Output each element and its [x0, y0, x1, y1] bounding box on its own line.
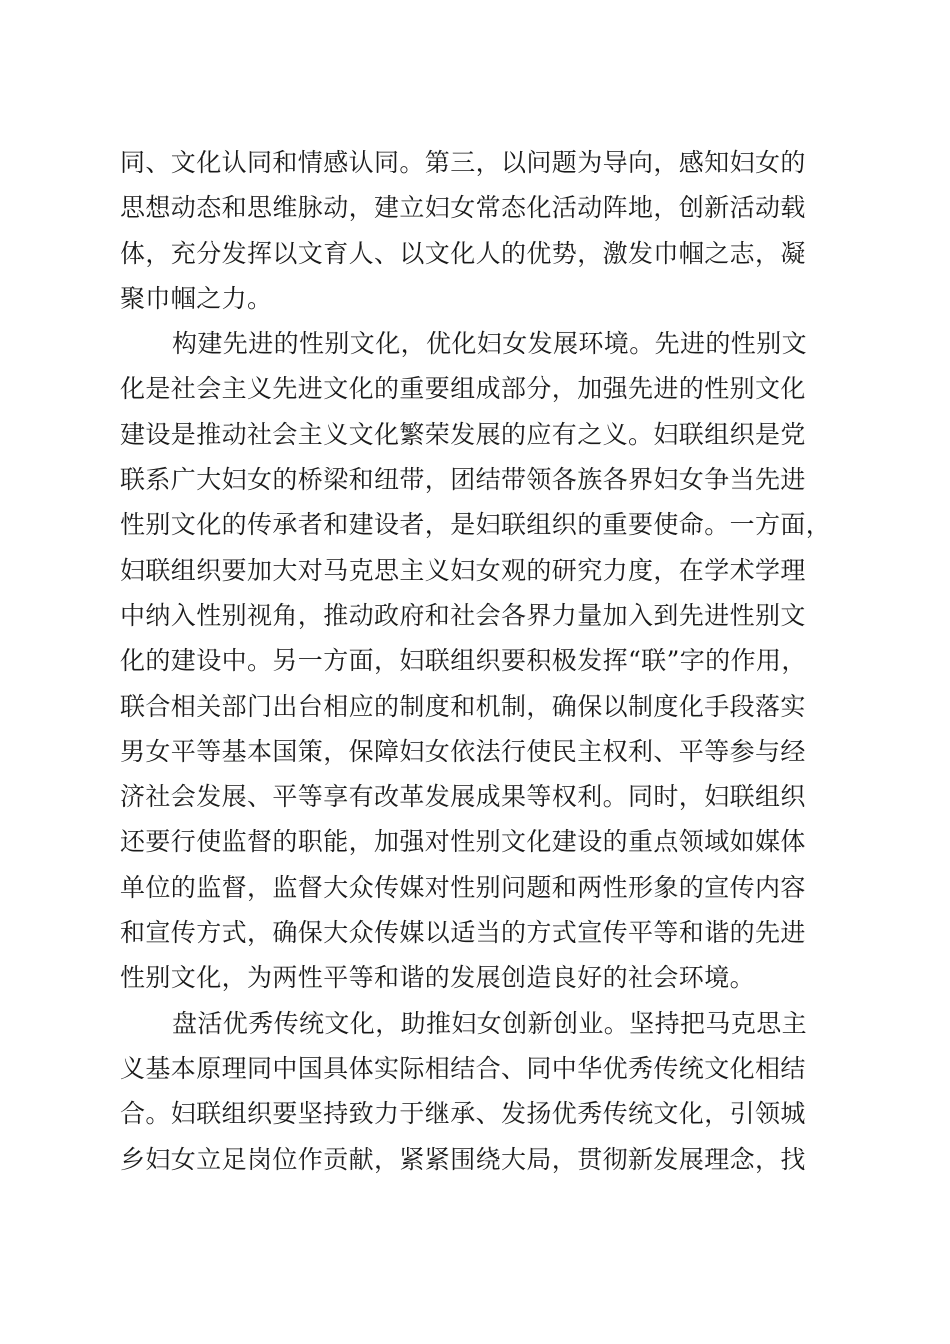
text-line: 聚巾帼之力。 [120, 283, 273, 313]
text-line: 妇联组织要加大对马克思主义妇女观的研究力度，在学术学理 [120, 555, 806, 585]
paragraph [120, 140, 830, 321]
text-line: 盘活优秀传统文化，助推妇女创新创业。坚持把马克思主 [172, 1008, 808, 1038]
text-line: 义基本原理同中国具体实际相结合、同中华优秀传统文化相结 [120, 1053, 806, 1083]
text-line: 同、文化认同和情感认同。第三，以问题为导向，感知妇女的 [120, 148, 806, 177]
text-line: 构建先进的性别文化，优化妇女发展环境。先进的性别文 [172, 329, 808, 359]
text-line: 化的建设中。另一方面，妇联组织要积极发挥“联”字的作用， [120, 646, 807, 676]
paragraph [120, 1001, 830, 1182]
text-line: 和宣传方式，确保大众传媒以适当的方式宣传平等和谐的先进 [120, 918, 806, 948]
text-line: 思想动态和思维脉动，建立妇女常态化活动阵地，创新活动载 [120, 193, 806, 223]
paragraph [120, 321, 830, 1000]
text-line: 联系广大妇女的桥梁和纽带，团结带领各族各界妇女争当先进 [120, 465, 806, 495]
text-line: 还要行使监督的职能，加强对性别文化建设的重点领域如媒体 [120, 827, 806, 857]
text-line: 济社会发展、平等享有改革发展成果等权利。同时，妇联组织 [120, 782, 806, 812]
text-line: 体，充分发挥以文育人、以文化人的优势，激发巾帼之志，凝 [120, 238, 806, 268]
document-body [120, 140, 830, 1182]
text-line: 性别文化，为两性平等和谐的发展创造良好的社会环境。 [120, 963, 756, 993]
text-line: 合。妇联组织要坚持致力于继承、发扬优秀传统文化，引领城 [120, 1099, 806, 1129]
text-line: 化是社会主义先进文化的重要组成部分，加强先进的性别文化 [120, 374, 806, 404]
text-line: 乡妇女立足岗位作贡献，紧紧围绕大局，贯彻新发展理念，找 [120, 1144, 806, 1174]
text-line: 性别文化的传承者和建设者，是妇联组织的重要使命。一方面， [120, 510, 832, 540]
text-line: 中纳入性别视角，推动政府和社会各界力量加入到先进性别文 [120, 600, 806, 630]
text-line: 单位的监督，监督大众传媒对性别问题和两性形象的宣传内容 [120, 872, 806, 902]
text-line: 建设是推动社会主义文化繁荣发展的应有之义。妇联组织是党 [120, 419, 806, 449]
text-line: 联合相关部门出台相应的制度和机制，确保以制度化手段落实 [120, 691, 806, 721]
text-line: 男女平等基本国策，保障妇女依法行使民主权利、平等参与经 [120, 736, 806, 766]
